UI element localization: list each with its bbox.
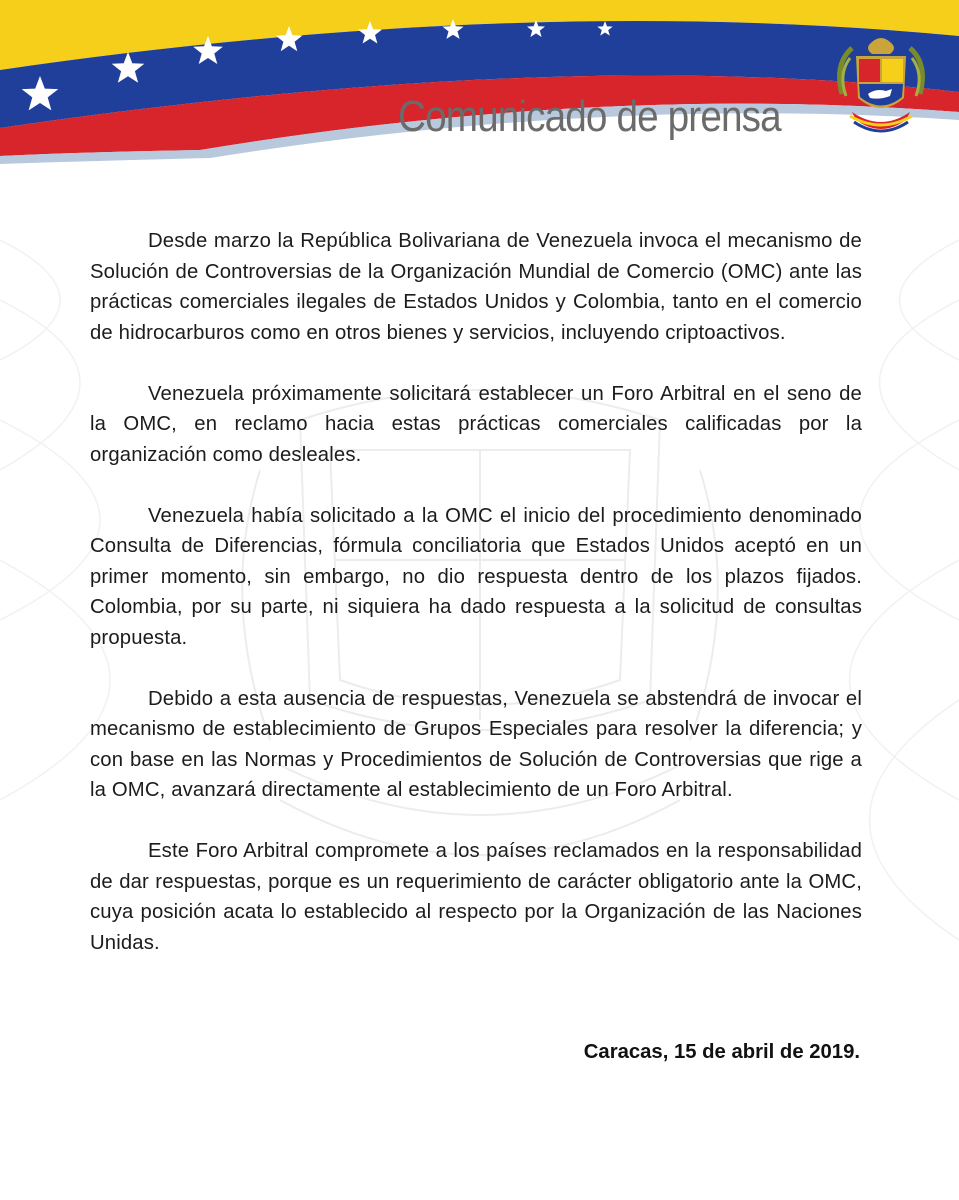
paragraph-2: Venezuela próximamente solicitará establecer un Foro Arbitral en el seno de la OMC, en reclamo hacia estas prácticas comerciales calificadas por la organización como desleales. [90,382,862,466]
header-flag-banner [0,0,959,170]
paragraph-5: Este Foro Arbitral compromete a los países reclamados en la responsabilidad de dar respuestas, porque es un requerimiento de carácter obligatorio ante la OMC, cuya posición acata lo establecido al respecto por la Organización de las Naciones Unidas. [90,840,862,954]
signature-date-line: Caracas, 15 de abril de 2019. [583,1041,860,1063]
press-release-body [90,226,862,989]
paragraph-1: Desde marzo la República Bolivariana de Venezuela invoca el mecanismo de Solución de Controversias de la Organización Mundial de Comercio (OMC) ante las prácticas comerciales ilegales de Estados Unidos y Colombia, tanto en el comercio de hidrocarburos como en otros bienes y servicios, incluyendo criptoactivos. [90,230,862,344]
paragraph-4: Debido a esta ausencia de respuestas, Venezuela se abstendrá de invocar el mecanismo de establecimiento de Grupos Especiales para resolver la diferencia; y con base en las Normas y Procedimientos de Solución de Controversias que rige a la OMC, avanzará directamente al establecimiento de un Foro Arbitral. [90,687,862,801]
paragraph-3: Venezuela había solicitado a la OMC el inicio del procedimiento denominado Consulta de Diferencias, fórmula conciliatoria que Estados Unidos aceptó en un primer momento, sin embargo, no dio respuesta dentro de los plazos fijados. Colombia, por su parte, ni siquiera ha dado respuesta a la solicitud de consultas propuesta. [90,504,862,649]
coat-of-arms-icon [832,34,930,142]
page-title: Comunicado de prensa [398,92,781,141]
